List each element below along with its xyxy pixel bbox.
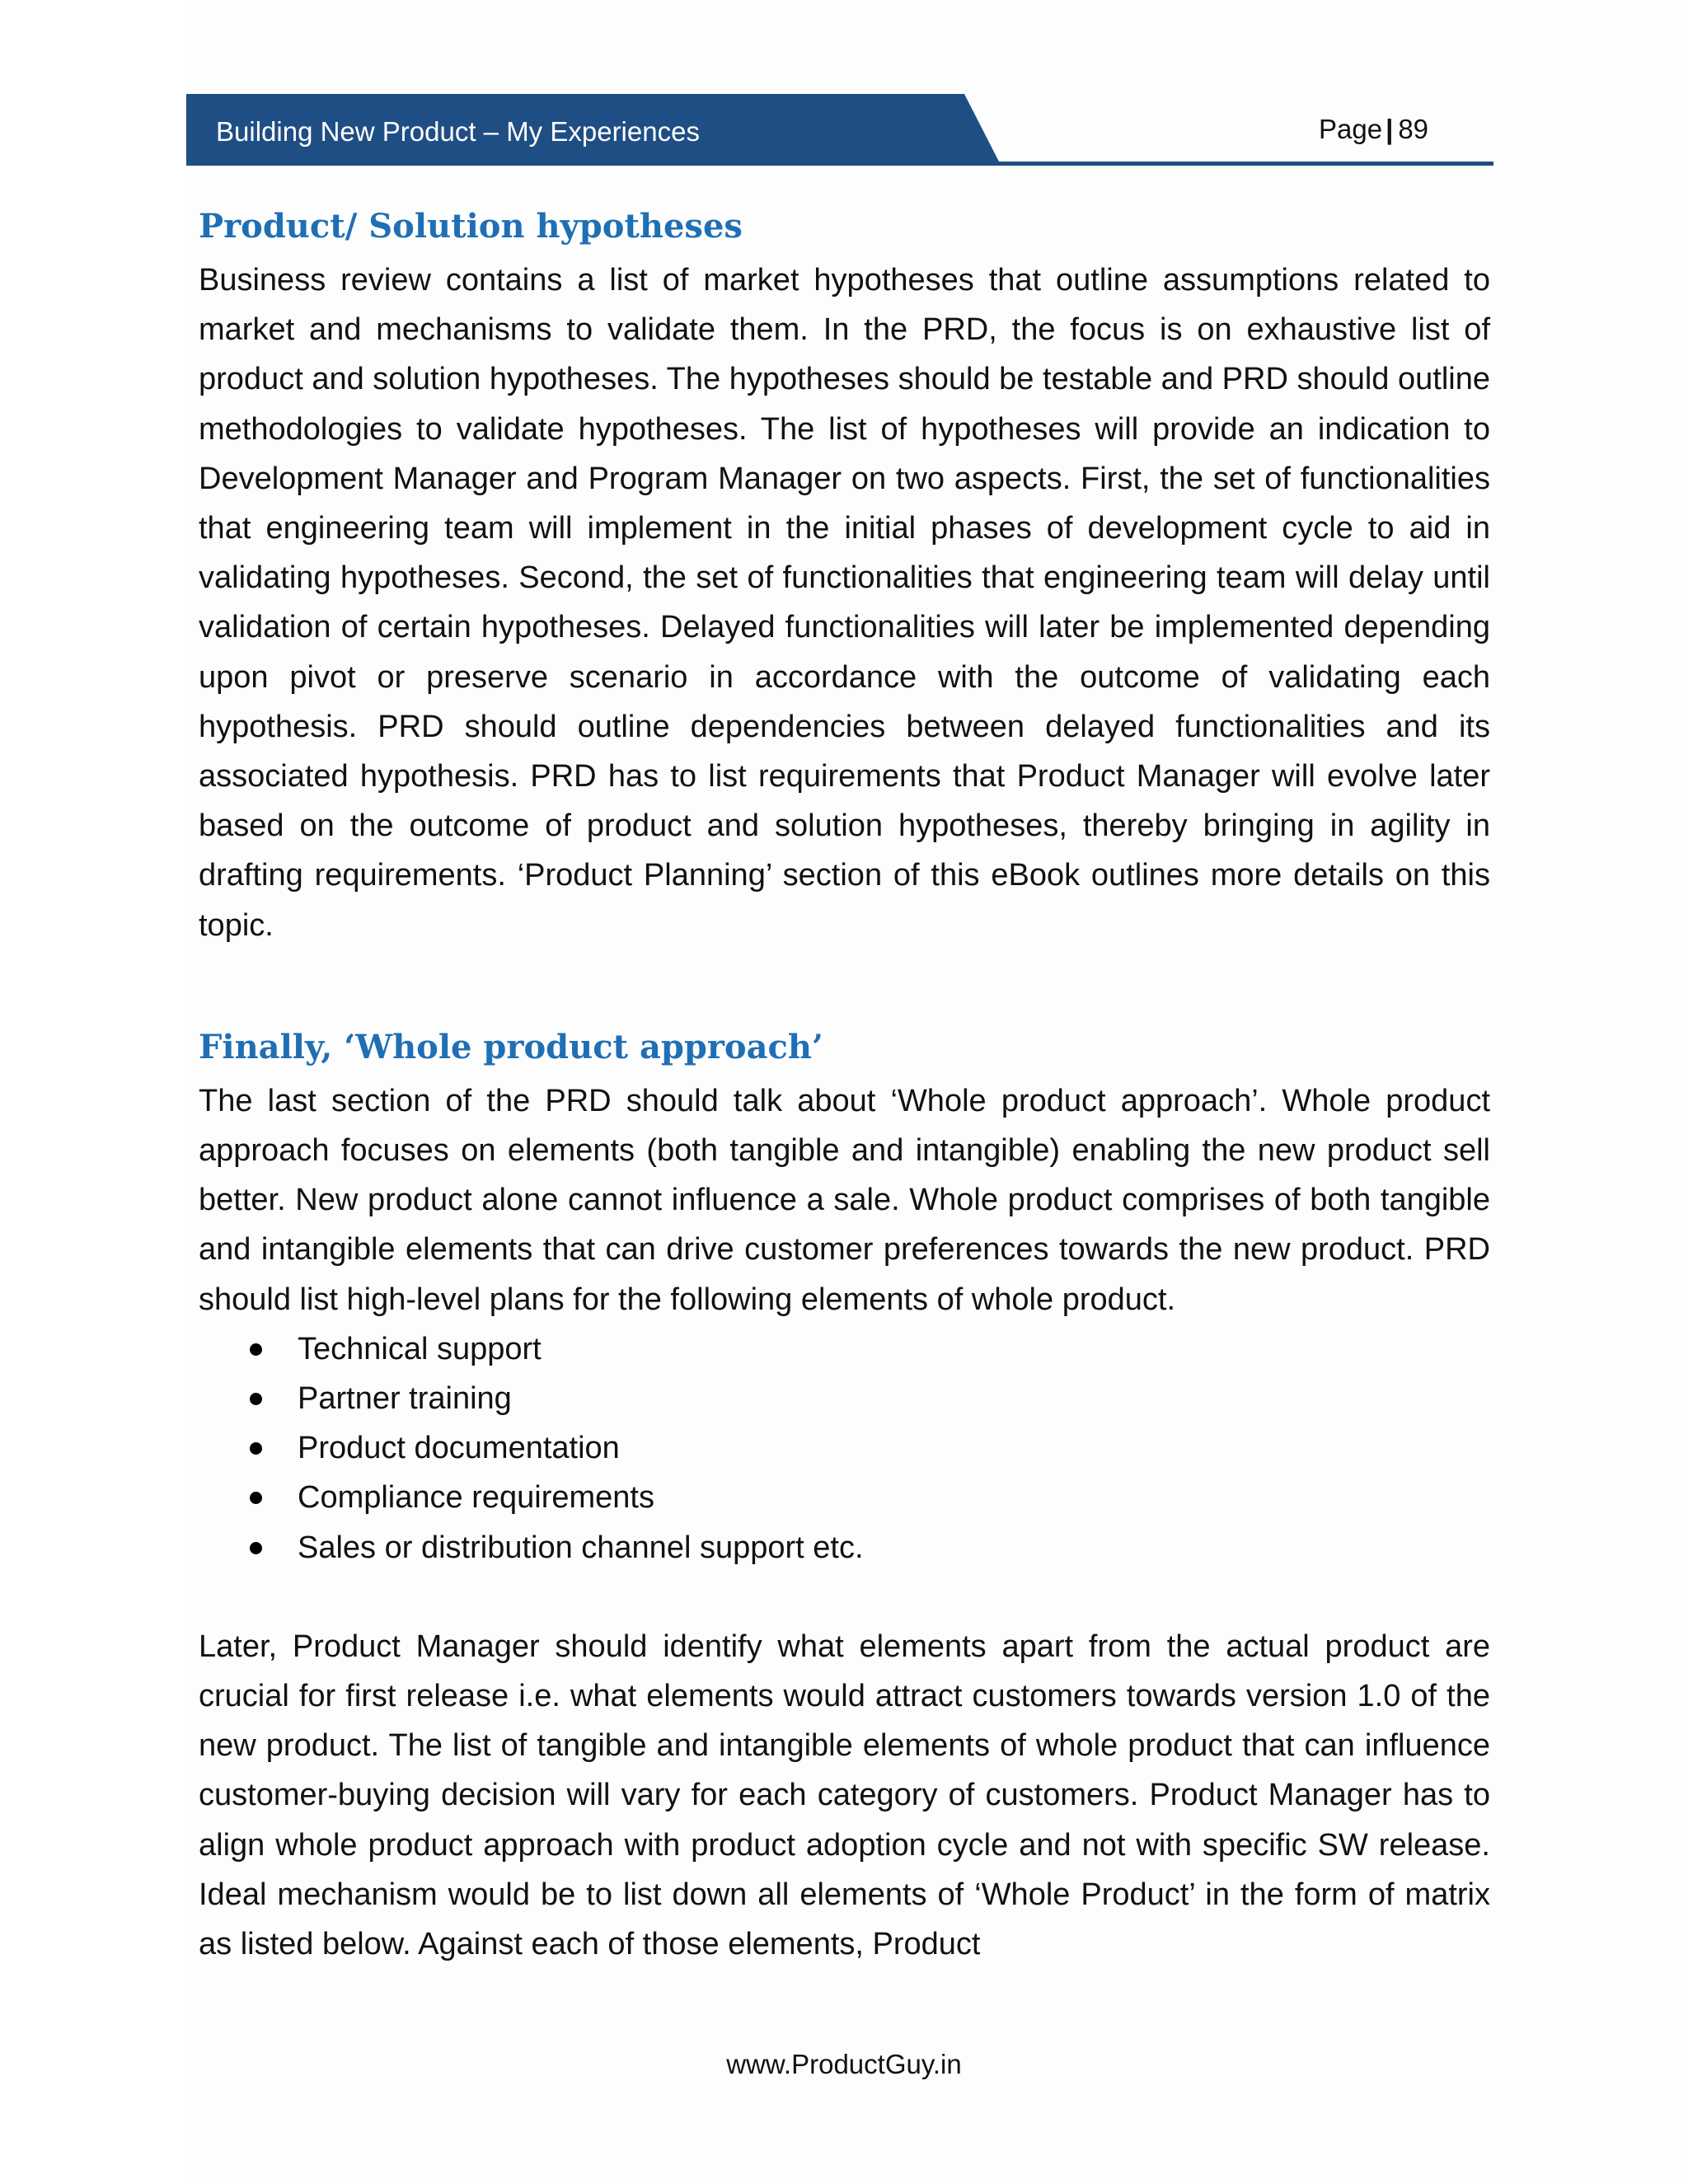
hypotheses-paragraph: Business review contains a list of market hypotheses that outline assumptions related to market and mechanisms to validate them. In the PRD, the focus is on exhaustive list of product and solution hypotheses. The hypotheses should be testable and PRD should outline methodologies to validate hypotheses. The list of hypotheses will provide an indication to Development Manager and Program Manager on two aspects. First, the set of functionalities that engineering team will implement in the initial phases of development cycle to aid in validating hypotheses. Second, the set of functionalities that engineering team will delay until validation of certain hypotheses. Delayed functionalities will later be implemented depending upon pivot or preserve scenario in accordance with the outcome of validating each hypothesis. PRD should outline dependencies between delayed functionalities and its associated hypothesis. PRD has to list requirements that Product Manager will evolve later based on the outcome of product and solution hypotheses, thereby bringing in agility in drafting requirements. ‘Product Planning’ section of this eBook outlines more details on this topic. [199,263,1490,943]
paragraph-spacer [199,1572,1490,1622]
header-title: Building New Product – My Experiences [216,116,700,147]
list-item-text: Compliance requirements [298,1480,654,1516]
list-item [199,1324,1490,1374]
list-item [199,1423,1490,1473]
list-item-text: Sales or distribution channel support etc. [298,1530,864,1565]
whole-product-closing-paragraph: Later, Product Manager should identify what elements apart from the actual product are crucial for first release i.e. what elements would attract customers towards version 1.0 of the new product. The list of tangible and intangible elements of whole product that can influence customer-buying decision will vary for each category of customers. Product Manager has to align whole product approach with product adoption cycle and not with specific SW release. Ideal mechanism would be to list down all elements of ‘Whole Product’ in the form of matrix as listed below. Against each of those elements, Product [199,1629,1490,1962]
list-item [199,1523,1490,1572]
page-separator: | [1386,114,1394,144]
section-heading-whole-product: Finally, ‘Whole product approach’ [199,1027,823,1066]
bullet-icon [250,1393,262,1405]
bullet-icon [250,1343,262,1356]
bullet-icon [250,1542,262,1554]
list-item [199,1473,1490,1522]
footer-website: www.ProductGuy.in [726,2049,962,2079]
list-item-text: Partner training [298,1381,512,1417]
list-item-text: Technical support [298,1331,542,1366]
list-item [199,1374,1490,1423]
page-content [199,198,1490,1969]
page-number: 89 [1398,114,1429,144]
list-item-text: Product documentation [298,1431,620,1466]
page-number-label [1319,110,1467,149]
bullet-icon [250,1442,262,1455]
whole-product-elements-list [199,1324,1490,1572]
header-underline [186,162,1493,166]
whole-product-intro-paragraph: The last section of the PRD should talk about ‘Whole product approach’. Whole product approach focuses on elements (both tangible and intangible) enabling the new product sell better. New product alone cannot influence a sale. Whole product comprises of both tangible and intangible elements that can drive customer preferences towards the new product. PRD should list high-level plans for the following elements of whole product. [199,1083,1490,1317]
page-label: Page [1319,114,1383,144]
section-spacer [199,950,1490,1019]
bullet-icon [250,1492,262,1504]
section-heading-hypotheses: Product/ Solution hypotheses [199,207,743,246]
